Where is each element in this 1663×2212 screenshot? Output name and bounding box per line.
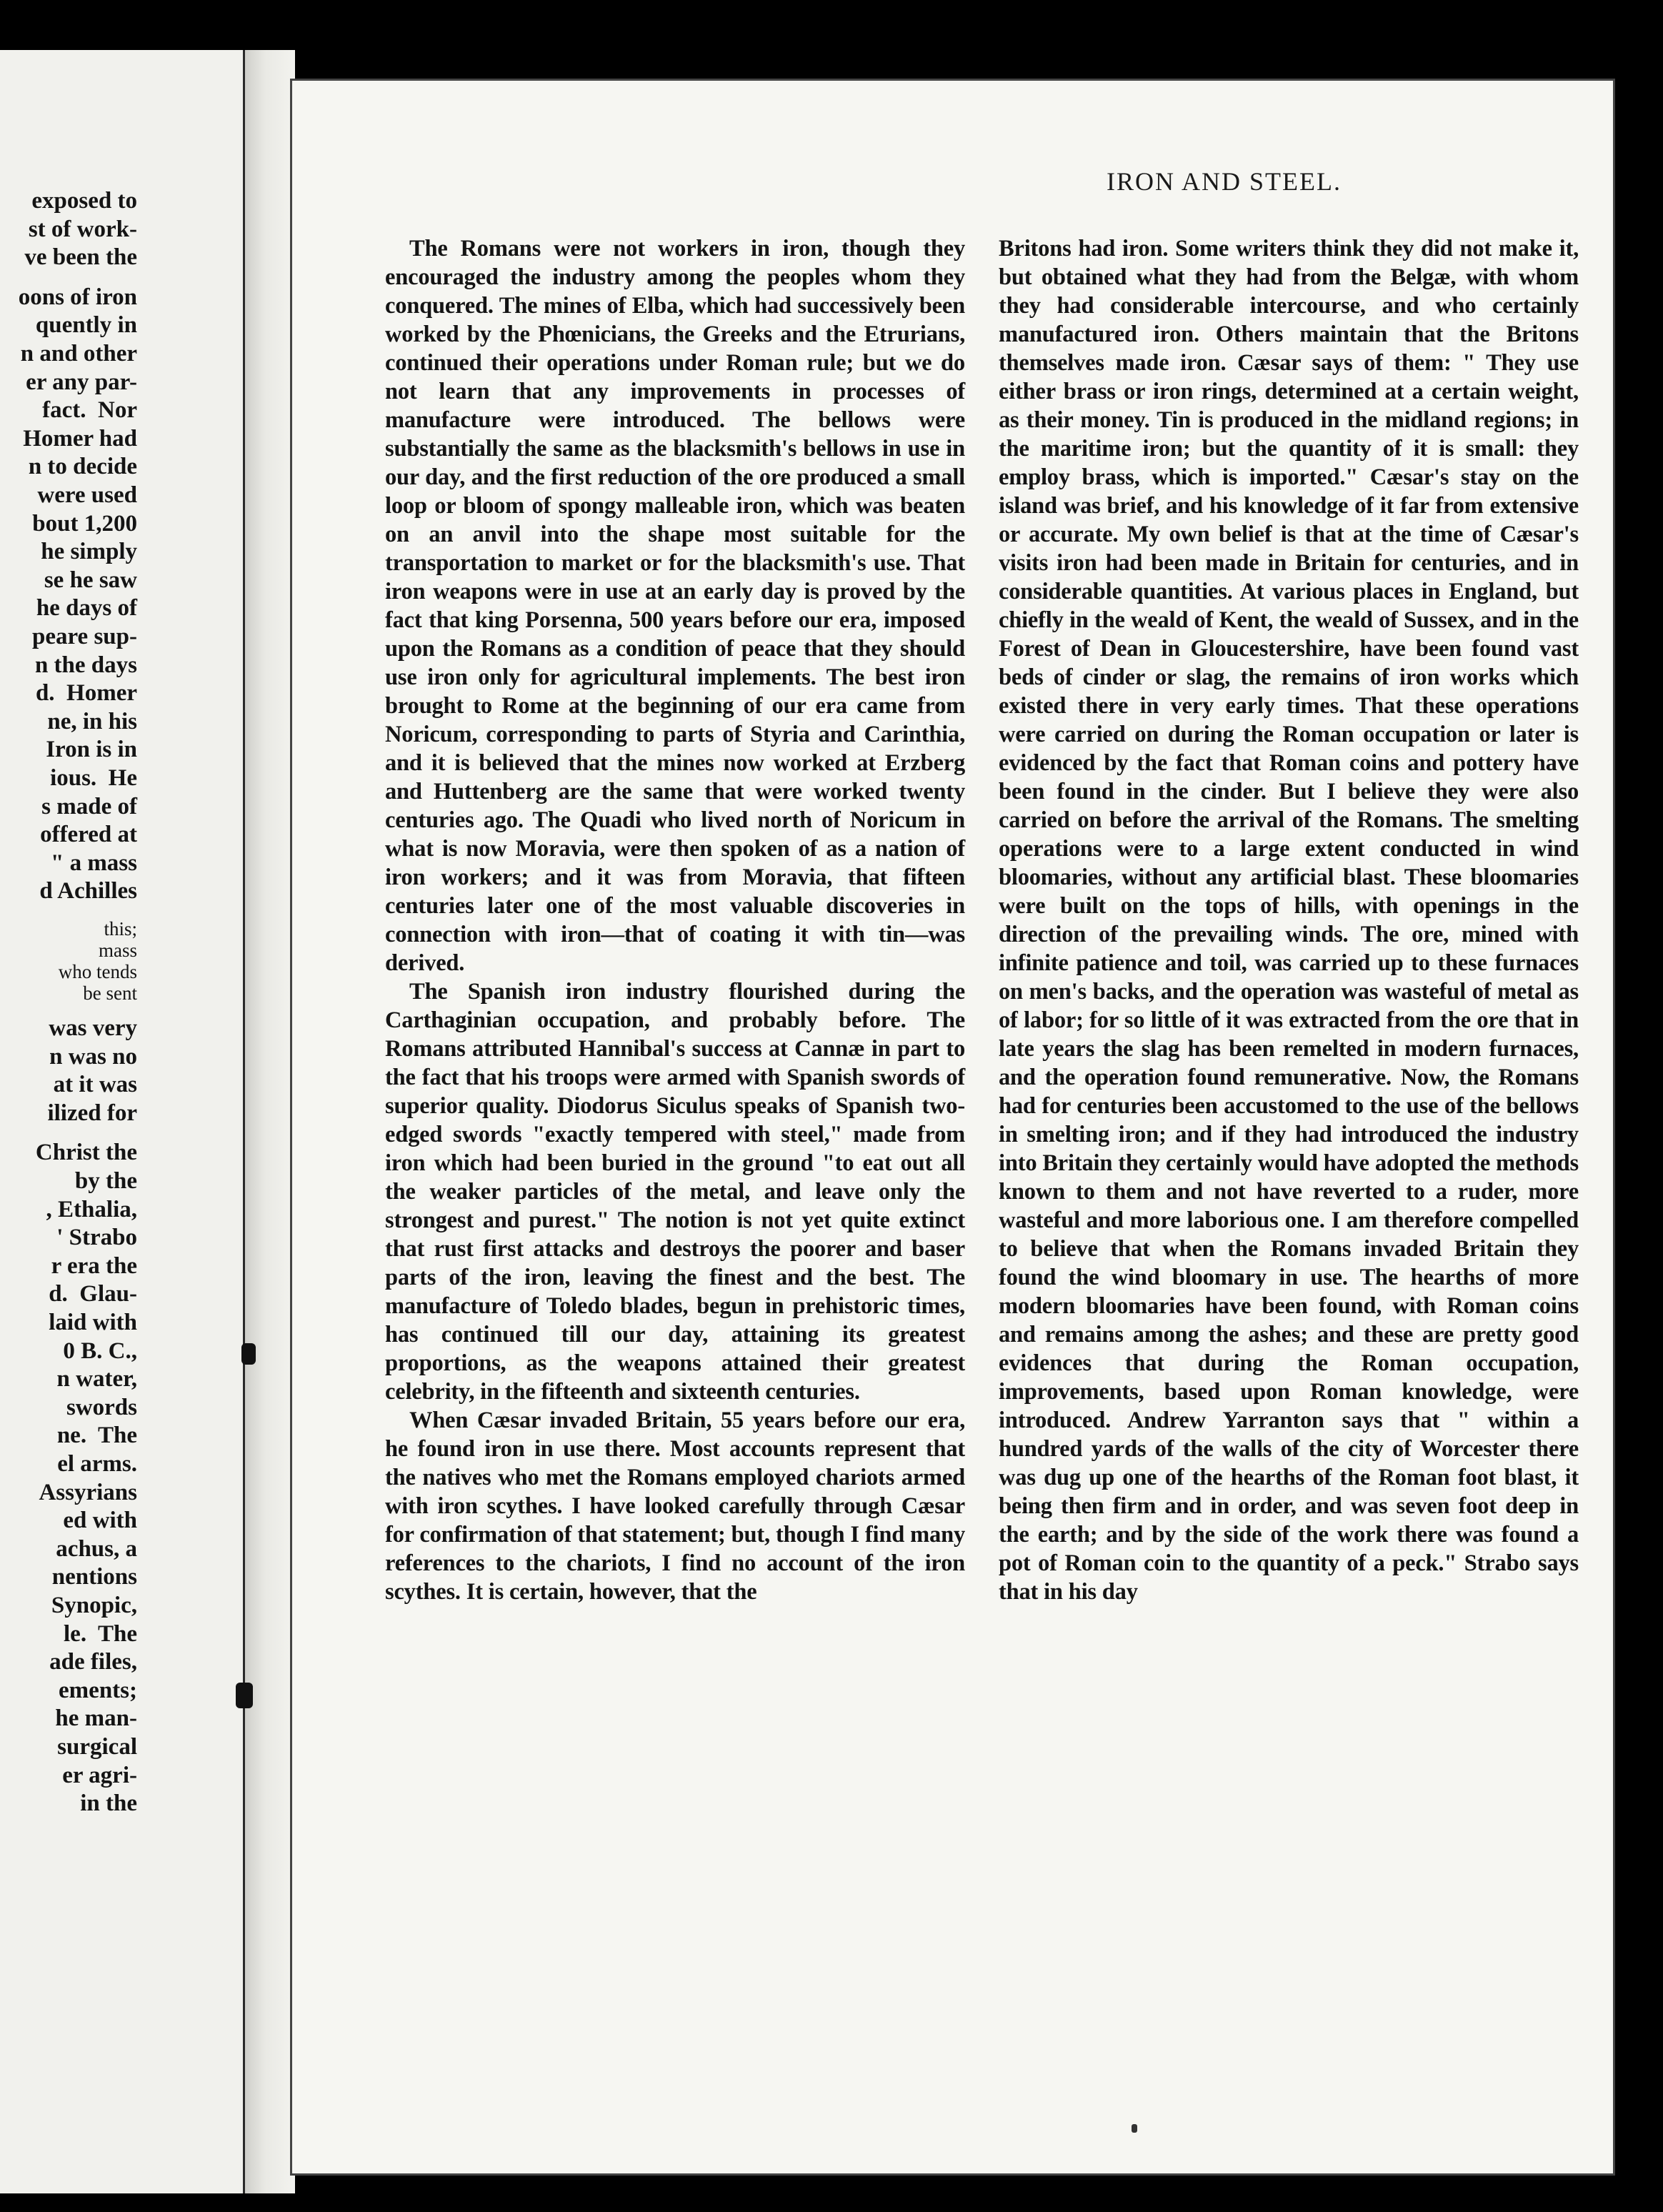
page	[290, 79, 1615, 2176]
fragment-line: " a mass	[51, 850, 137, 876]
fragment-line: r era the	[51, 1252, 137, 1279]
fragment-line: ' Strabo	[56, 1225, 137, 1251]
fragment-line: st of work-	[28, 216, 137, 242]
fragment-line: in the	[80, 1790, 137, 1817]
fragment-line: ve been the	[24, 244, 137, 271]
fragment-line: s made of	[41, 793, 137, 819]
fragment-line: el arms.	[57, 1451, 137, 1477]
fragment-line: ious. He	[50, 765, 137, 791]
fragment-line: exposed to	[31, 188, 137, 214]
running-header: IRON AND STEEL.	[1107, 167, 1342, 196]
fragment-line: , Ethalia,	[46, 1196, 137, 1222]
fragment-line: ade files,	[49, 1649, 137, 1675]
fragment-line: nentions	[51, 1564, 137, 1590]
fragment-line: achus, a	[56, 1535, 137, 1562]
fragment-line: d Achilles	[39, 878, 137, 905]
fragment-line: swords	[66, 1394, 137, 1420]
fragment-line: se he saw	[44, 567, 137, 593]
fragment-line: n was no	[49, 1043, 137, 1070]
fragment-line: le. The	[64, 1620, 137, 1647]
paragraph: The Spanish iron industry flourished during the Carthaginian occupation, and probably before. The Romans attributed Hannibal's success at Cannæ in part to the fact that his troops were armed with Spanish swords of superior quality. Diodorus Siculus speaks of Spanish two-edged swords "exactly tempered with steel," made from iron which had been buried in the ground "to eat out all the weaker particles of the metal, and leave only the strongest and purest." The notion is not yet quite extinct that rust first attacks and destroys the poorer and baser parts of the iron, leaving the finest and the best. The manufacture of Toledo blades, begun in prehistoric times, has continued till our day, attaining its greatest proportions, as the weapons attained their greatest celebrity, in the fifteenth and sixteenth centuries.	[385, 979, 965, 1405]
fragment-line: n and other	[20, 341, 137, 367]
fragment-line: quently in	[35, 312, 137, 339]
fragment-line: n water,	[56, 1366, 137, 1393]
fragment-line: ne. The	[56, 1423, 137, 1449]
left-page-fragment	[0, 50, 245, 2193]
paragraph: When Cæsar invaded Britain, 55 years before our era, he found iron in use there. Most accounts represent that the natives who met the Romans employed chariots armed with iron scythes. I have looked carefully through Cæsar for confirmation of that statement; but, though I find many references to the chariots, I find no account of the iron scythes. It is certain, however, that the	[385, 1408, 965, 1605]
fragment-line: he man-	[55, 1705, 137, 1732]
fragment-line: oons of iron	[18, 284, 137, 310]
fragment-line: er agri-	[62, 1762, 137, 1788]
fragment-line: ne, in his	[47, 708, 137, 734]
fragment-line: 0 B. C.,	[63, 1337, 137, 1364]
fragment-line: laid with	[49, 1310, 137, 1335]
fragment-line: er any par-	[26, 369, 137, 395]
binding-mark	[241, 1343, 256, 1365]
fragment-line: was very	[49, 1015, 137, 1041]
fragment-line: who tends	[58, 961, 137, 982]
fragment-line: at it was	[53, 1072, 137, 1098]
fragment-line: ed with	[63, 1508, 137, 1534]
text-column-right	[999, 234, 1579, 1606]
fragment-line: be sent	[83, 982, 137, 1004]
fragment-line: ements;	[59, 1677, 137, 1703]
fragment-line: ilized for	[47, 1100, 137, 1126]
fragment-line: were used	[37, 482, 137, 508]
fragment-line: surgical	[57, 1734, 137, 1760]
fragment-line: d. Homer	[35, 680, 137, 707]
scan-border	[1615, 79, 1663, 2176]
scan-border	[0, 0, 1663, 13]
paragraph: The Romans were not workers in iron, though they encouraged the industry among the peoples whom they conquered. The mines of Elba, which had successively been worked by the Phœnicians, the Greeks and the Etrurians, continued their operations under Roman rule; but we do not learn that any improvements in processes of manufacture were introduced. The bellows were substantially the same as the blacksmith's bellows in use in our day, and the first reduction of the ore produced a small loop or bloom of spongy malleable iron, which was beaten on an anvil into the shape most suitable for the transportation to market or for the blacksmith's use. That iron weapons were in use at an early day is proved by the fact that king Porsenna, 500 years before our era, imposed upon the Romans as a condition of peace that they should use iron only for agricultural implements. The best iron brought to Rome at the beginning of our era came from Noricum, corresponding to parts of Styria and Carinthia, and it is believed that the mines now worked at Erzberg and Huttenberg are the same that were worked twenty centuries ago. The Quadi who lived north of Noricum in what is now Moravia, were then spoken of as a nation of iron workers; and it was from Moravia, that fifteen centuries later one of the most valuable discoveries in connection with iron—that of coating it with tin—was derived.	[385, 236, 965, 976]
fragment-line: he simply	[41, 539, 137, 565]
fragment-line: peare sup-	[32, 624, 137, 649]
fragment-line: mass	[99, 940, 137, 961]
fragment-line: offered at	[40, 822, 137, 848]
fragment-line: n the days	[34, 652, 137, 678]
fragment-line: by the	[74, 1168, 137, 1194]
binding-mark	[236, 1683, 253, 1708]
fragment-line: Homer had	[23, 425, 137, 452]
fragment-line: Christ the	[35, 1140, 137, 1166]
fragment-line: this;	[104, 918, 137, 940]
paragraph: Britons had iron. Some writers think they did not make it, but obtained what they had from the Belgæ, with whom they had considerable intercourse, and who certainly manufactured iron. Others maintain that the Britons themselves made iron. Cæsar says of them: " They use either brass or iron rings, determined at a certain weight, as their money. Tin is produced in the midland regions; in the maritime iron; but the quantity of it is small: they employ brass, which is imported." Cæsar's stay on the island was brief, and his knowledge of it far from extensive or accurate. My own belief is that at the time of Cæsar's visits iron had been made in Britain for centuries, and in considerable quantities. At various places in England, but chiefly in the weald of Kent, the weald of Sussex, and in the Forest of Dean in Gloucestershire, have been found vast beds of cinder or slag, the remains of iron works which existed there in very early times. That these operations were carried on during the Roman occupation or later is evidenced by the fact that Roman coins and pottery have been found in the cinder. But I believe they were also carried on before the arrival of the Romans. The smelting operations were to a large extent conducted in wind bloomaries, without any artificial blast. These bloomaries were built on the tops of hills, with openings in the direction of the prevailing winds. The ore, mined with infinite patience and toil, was carried up to these furnaces on men's backs, and the operation was wasteful of metal as of labor; for so little of it was extracted from the ore that in late years the slag has been remelted in modern furnaces, and the operation found remunerative. Now, the Romans had for centuries been accustomed to the use of the bellows in smelting iron; and if they had introduced the industry into Britain they certainly would have adopted the methods known to them and not have reverted to a ruder, more wasteful and more laborious one. I am therefore compelled to believe that when the Romans invaded Britain they found the wind bloomary in use. The hearths of more modern bloomaries have been found, with Roman coins and remains among the ashes; and these are pretty good evidences that during the Roman occupation, improvements, based upon Roman knowledge, were introduced. Andrew Yarranton says that " within a hundred yards of the walls of the city of Worcester there was dug up one of the hearths of the Roman foot blast, it being then firm and in order, and was seven foot deep in the earth; and by the side of the work there was found a pot of Roman coin to the quantity of a peck." Strabo says that in his day	[999, 236, 1579, 1605]
fragment-line: Assyrians	[39, 1479, 137, 1505]
fragment-line: n to decide	[28, 454, 137, 480]
fragment-line: bout 1,200	[32, 510, 137, 537]
fragment-line: he days of	[36, 595, 137, 622]
fragment-line: Synopic,	[51, 1593, 137, 1618]
fragment-line: d. Glau-	[49, 1281, 137, 1307]
fragment-line: Iron is in	[46, 737, 137, 763]
fragment-line: fact. Nor	[42, 397, 137, 424]
text-column-left	[385, 234, 965, 1606]
page-mark	[1132, 2124, 1137, 2133]
page-gutter	[245, 50, 295, 2193]
